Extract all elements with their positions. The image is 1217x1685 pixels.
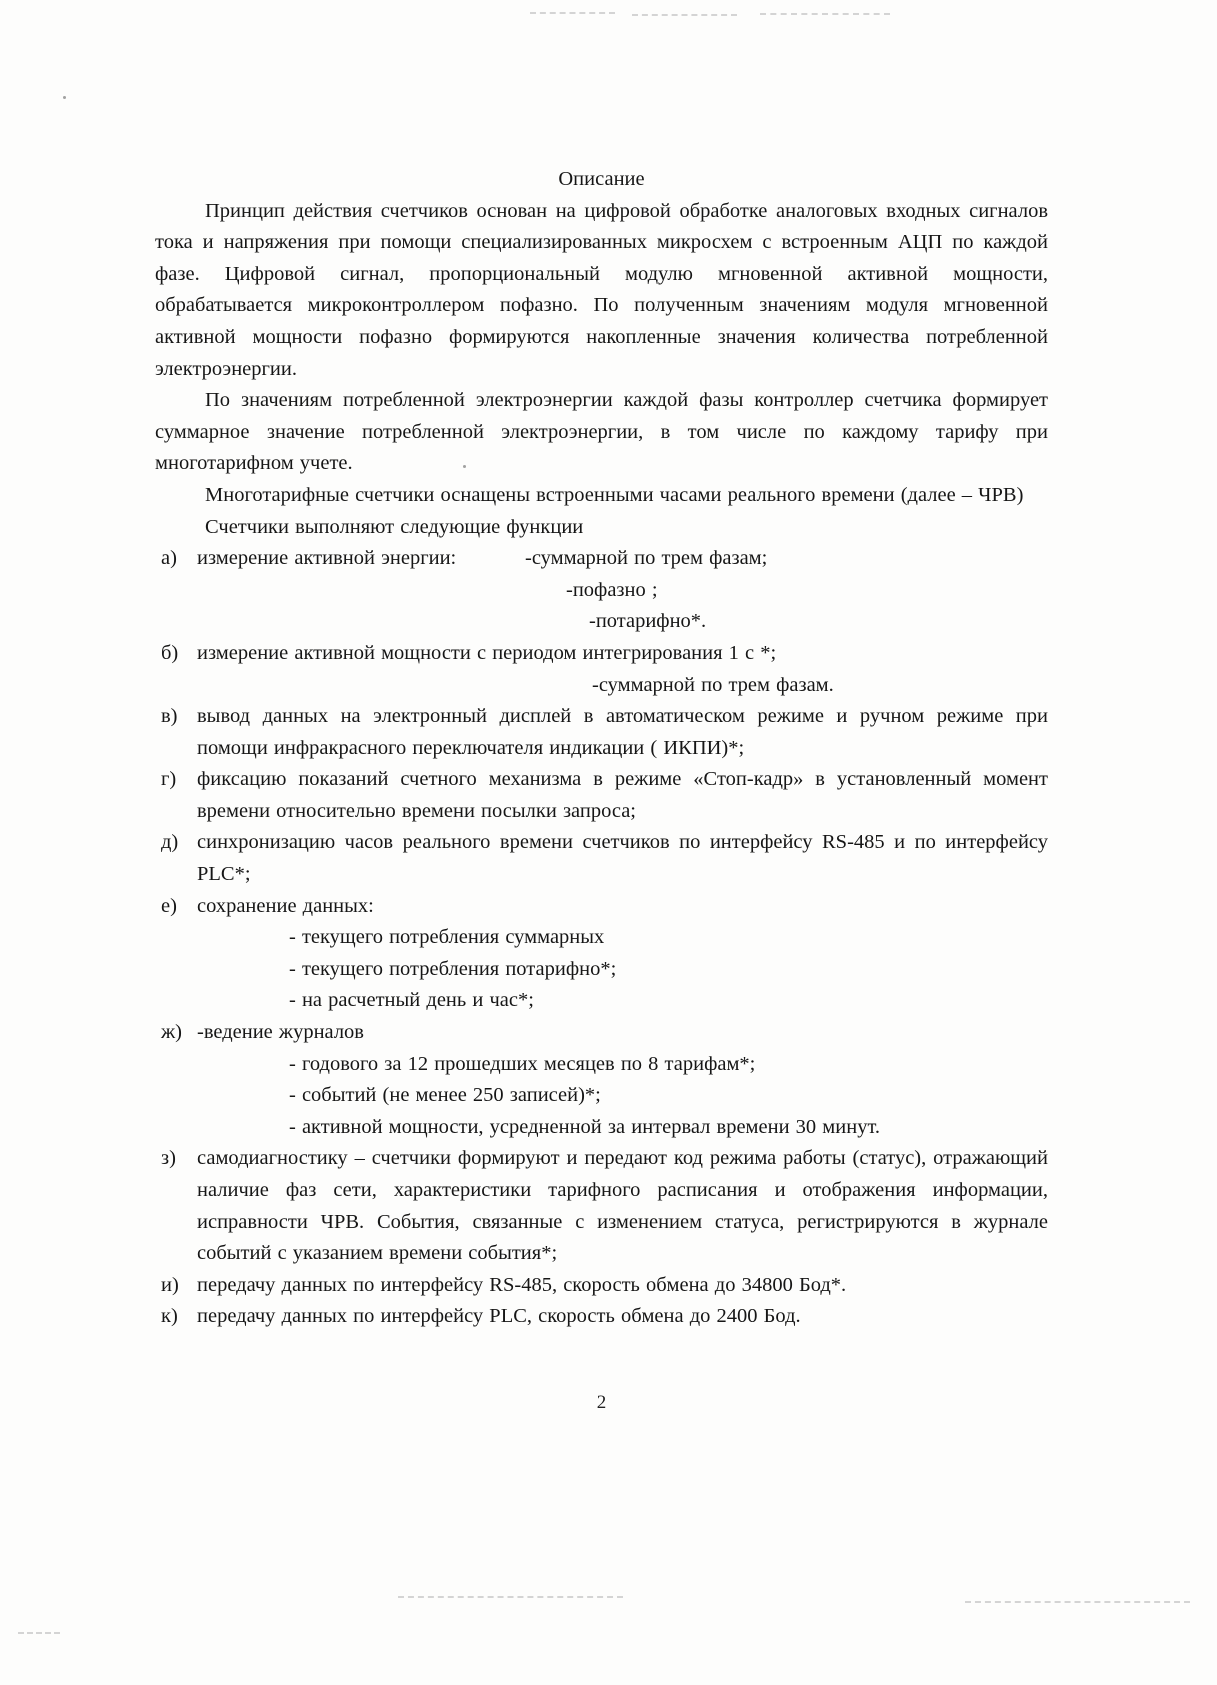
paragraph-multitariff: Многотарифные счетчики оснащены встроенными часами реального времени (далее – ЧРВ) xyxy=(205,483,1024,506)
sub-line: - текущего потребления потарифно*; xyxy=(289,957,617,980)
sub-line: - событий (не менее 250 записей)*; xyxy=(289,1084,601,1107)
scan-artifact xyxy=(398,1596,623,1598)
list-text: измерение активной мощности с периодом интегрирования 1 с *; xyxy=(197,641,777,664)
list-text: измерение активной энергии: xyxy=(197,547,457,570)
sub-line: -потарифно*. xyxy=(589,610,707,633)
list-item-i xyxy=(161,1270,1048,1302)
list-text: сохранение данных: xyxy=(197,894,374,917)
list-item-b xyxy=(161,638,1048,701)
list-text: передачу данных по интерфейсу PLC, скорость обмена до 2400 Бод. xyxy=(197,1305,801,1328)
list-text: передачу данных по интерфейсу RS-485, скорость обмена до 34800 Бод*. xyxy=(197,1273,847,1296)
list-marker: к) xyxy=(161,1305,178,1328)
paragraph-functions: Счетчики выполняют следующие функции xyxy=(205,515,584,538)
list-text: синхронизацию часов реального времени счетчиков по интерфейсу RS-485 и по интерфейсу PLC*; xyxy=(197,831,1048,886)
list-text: -ведение журналов xyxy=(197,1021,364,1044)
list-marker: а) xyxy=(161,547,177,570)
list-item-a xyxy=(161,543,1048,638)
scan-artifact xyxy=(63,96,66,99)
sub-line: -суммарной по трем фазам; xyxy=(525,547,768,570)
list-marker: е) xyxy=(161,894,177,917)
list-marker: г) xyxy=(161,768,177,791)
scan-artifact xyxy=(760,13,890,15)
list-marker: ж) xyxy=(161,1021,182,1044)
list-marker: и) xyxy=(161,1273,179,1296)
list-text: самодиагностику – счетчики формируют и передают код режима работы (статус), отражающий наличие фаз сети, характеристики тарифного расписания и отображения информации, исправности ЧРВ. События, связанные с изменением статуса, регистрируются в журнале событий с указанием времени события*; xyxy=(197,1147,1048,1265)
sub-line: - текущего потребления суммарных xyxy=(289,926,605,949)
list-item-z xyxy=(161,1143,1048,1269)
page-number: 2 xyxy=(596,1392,607,1413)
sub-line: - годового за 12 прошедших месяцев по 8 тарифам*; xyxy=(289,1052,756,1075)
list-marker: д) xyxy=(161,831,179,854)
scan-artifact xyxy=(18,1632,60,1634)
list-text: фиксацию показаний счетного механизма в режиме «Стоп-кадр» в установленный момент времени относительно времени посылки запроса; xyxy=(197,768,1048,822)
list-item-k xyxy=(161,1301,1048,1333)
list-item-e xyxy=(161,891,1048,1017)
sub-line: - активной мощности, усредненной за интервал времени 30 минут. xyxy=(289,1115,881,1138)
paragraph-principle: Принцип действия счетчиков основан на цифровой обработке аналоговых входных сигналов тока и напряжения при помощи специализированных микросхем с встроенным АЦП по каждой фазе. Цифровой сигнал, пропорциональный модулю мгновенной активной мощности, обрабатывается микроконтроллером пофазно. По полученным значениям модуля мгновенной активной мощности пофазно формируются накопленные значения количества потребленной электроэнергии. xyxy=(155,199,1048,380)
sub-line: -суммарной по трем фазам. xyxy=(592,673,834,696)
list-marker: б) xyxy=(161,641,179,664)
list-marker: з) xyxy=(161,1147,176,1170)
list-item-g xyxy=(161,764,1048,827)
list-item-v xyxy=(161,701,1048,764)
scan-artifact xyxy=(965,1601,1190,1603)
document-content xyxy=(155,164,1048,1333)
sub-line: -пофазно ; xyxy=(566,578,658,601)
list-item-zh xyxy=(161,1017,1048,1143)
list-item-d xyxy=(161,827,1048,890)
scan-artifact xyxy=(530,12,615,14)
sub-line: - на расчетный день и час*; xyxy=(289,989,534,1012)
list-text: вывод данных на электронный дисплей в автоматическом режиме и ручном режиме при помощи инфракрасного переключателя индикации ( ИКПИ)*; xyxy=(197,705,1048,759)
scan-artifact xyxy=(632,14,737,16)
document-title: Описание xyxy=(558,168,645,190)
list-marker: в) xyxy=(161,705,178,728)
paragraph-totals: По значениям потребленной электроэнергии каждой фазы контроллер счетчика формирует суммарное значение потребленной электроэнергии, в том числе по каждому тарифу при многотарифном учете. xyxy=(155,389,1048,475)
